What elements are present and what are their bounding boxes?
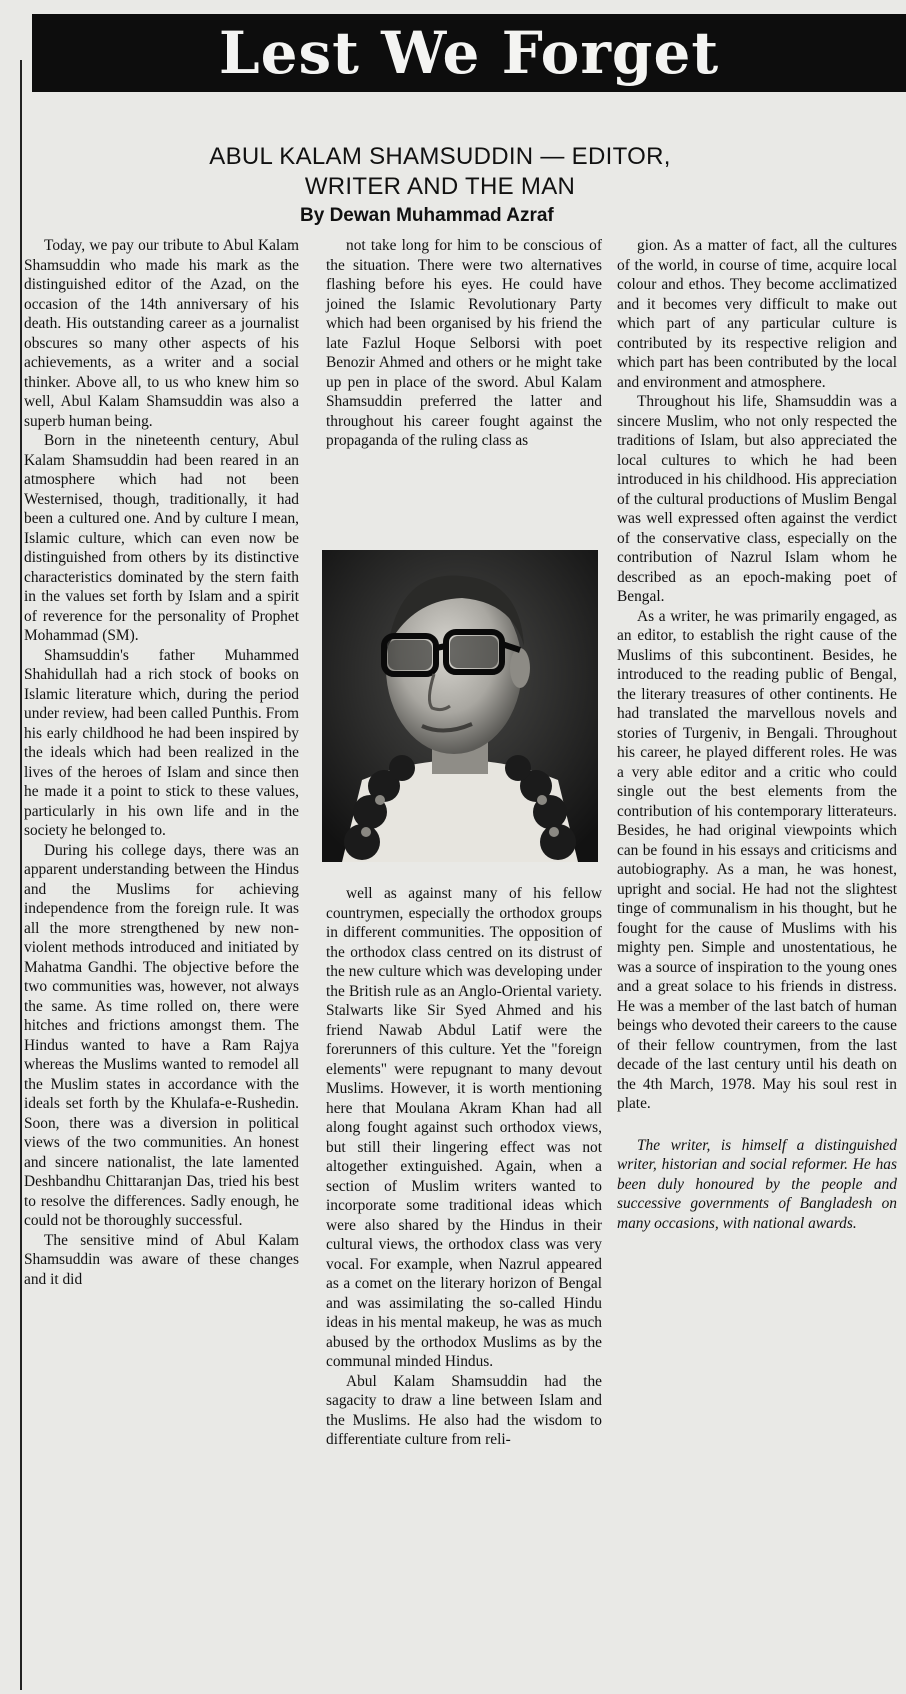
headline-line-1: ABUL KALAM SHAMSUDDIN — EDITOR, [209, 143, 671, 171]
paragraph: not take long for him to be conscious of the situation. There were two alternatives flashing before his eyes. He could have joined the Islamic Revolutionary Party which had been organised by his friend the late Fazlul Hoque Selborsi with poet Benozir Ahmed and others or he might take up pen in place of the sword. Abul Kalam Shamsuddin preferred the latter and throughout his career fought against the propaganda of the ruling class as [326, 237, 602, 449]
column-3 [617, 236, 897, 1688]
paragraph: Born in the nineteenth century, Abul Kalam Shamsuddin had been reared in an atmosphere which had not been Westernised, though, traditionally, it had been a cultured one. And by culture I mean, Islamic culture, which can even now be distinguished from others by its distinctive characteristics dominated by the stern faith in the values set forth by Islam and a spirit of reverence for the personality of Prophet Mohammad (SM). [24, 432, 299, 644]
author-credit: The writer, is himself a distinguished writer, historian and social reformer. He has been duly honoured by the people and successive governments of Bangladesh on many occasions, with national awards. [617, 1136, 897, 1232]
section-banner [32, 14, 906, 92]
paragraph: The sensitive mind of Abul Kalam Shamsuddin was aware of these changes and it did [24, 1231, 299, 1288]
paragraph: Abul Kalam Shamsuddin had the sagacity to draw a line between Islam and the Muslims. He also had the wisdom to differentiate culture from reli- [326, 1372, 602, 1448]
banner-title: Lest We Forget [218, 19, 720, 87]
article-headline [100, 142, 780, 202]
paragraph: Shamsuddin's father Muhammed Shahidullah had a rich stock of books on Islamic literature which, during the period under review, had been called Punthis. From his early childhood he had been inspired by the ideals which had been realized in the lives of the heroes of Islam and since then he made it a point to stick to these values, particularly in his own life and in the society he belonged to. [24, 646, 299, 839]
paragraph: Today, we pay our tribute to Abul Kalam Shamsuddin who made his mark as the distinguished editor of the Azad, on the occasion of the 14th anniversary of his death. His outstanding career as a journalist obscures so many other aspects of his achievements, as a writer and a social thinker. Above all, to us who knew him so well, Abul Kalam Shamsuddin was also a superb human being. [24, 237, 299, 430]
portrait-image [322, 550, 598, 862]
column-rule [20, 60, 22, 1690]
paragraph: gion. As a matter of fact, all the cultures of the world, in course of time, acquire local colour and ethos. They become acclimatized and it becomes very difficult to make out which part of any particular culture is contributed by its respective religion and which part has been contributed by the local and environment and atmosphere. [617, 237, 897, 391]
portrait-photo [322, 550, 598, 862]
column-1 [24, 236, 299, 1688]
column-2-bottom [326, 884, 602, 1694]
paragraph: Throughout his life, Shamsuddin was a sincere Muslim, who not only respected the traditions of Islam, but also appreciated the local cultures to which he had been introduced in his childhood. His appreciation of the cultural productions of Muslim Bengal was well expressed often against the verdict of the conservative class, especially on the contribution of Nazrul Islam whom he described as an epoch-making poet of Bengal. [617, 393, 897, 605]
column-2-top [326, 236, 602, 548]
paragraph: As a writer, he was primarily engaged, as an editor, to establish the right cause of the Muslims of this subcontinent. Besides, he introduced to the reading public of Bengal, the literary treasures of other continents. He had translated the marvellous novels and stories of Turgeniv, in Bengali. Throughout his career, he played different roles. He was a very able editor and a critic who could single out the best elements from the contribution of his contemporary litterateurs. Besides, he had original viewpoints which can be found in his essays and criticisms and autobiography. As a man, he was honest, upright and social. He had not the slightest tinge of communalism in his thought, but he fought for the cause of Muslims with his mighty pen. Simple and unostentatious, he was a source of inspiration to the young ones and a great solace to his friends in distress. He was a member of the last batch of human beings who devoted their careers to the cause of their fellow countrymen, from the last decade of the last century until his death on the 4th March, 1978. May his soul rest in plate. [617, 607, 897, 1112]
headline-line-2: WRITER AND THE MAN [304, 173, 576, 201]
paragraph: During his college days, there was an apparent understanding between the Hindus and the Muslims for achieving independence from the foreign rule. It was all the more strengthened by new non-violent methods introduced and initiated by Mahatma Gandhi. The objective before the two communities was, however, not always the same. As time rolled on, there were hitches and frictions amongst them. The Hindus wanted to have a Ram Rajya whereas the Muslims wanted to remodel all the Muslim states in accordance with the ideals set forth by the Khulafa-e-Rushedin. Soon, there was a diversion in political views of the two communities. An honest and sincere nationalist, the late lamented Deshbandhu Chittaranjan Das, tried his best to resolve the differences. Sadly enough, he could not be thoroughly successful. [24, 841, 299, 1229]
byline: By Dewan Muhammad Azraf [300, 205, 554, 226]
paragraph: well as against many of his fellow countrymen, especially the orthodox groups in different communities. The opposition of the orthodox class centred on its distrust of the new culture which was developing under the British rule as an Anglo-Oriental variety. Stalwarts like Sir Syed Ahmed and his friend Nawab Abdul Latif were the forerunners of this culture. Yet the "foreign elements" were repugnant to many devout Muslims. However, it is worth mentioning here that Moulana Akram Khan had all along fought against such orthodox views, but still their lingering effect was not altogether extinguished. Again, when a section of Muslim writers wanted to incorporate some traditional ideas which were also shared by the Hindus in their cultural views, the orthodox class was very vocal. For example, when Nazrul appeared as a comet on the literary horizon of Bengal and was assimilating the so-called Hindu ideas in his mental makeup, he was as much abused by the orthodox Muslims as by the communal minded Hindus. [326, 885, 602, 1370]
